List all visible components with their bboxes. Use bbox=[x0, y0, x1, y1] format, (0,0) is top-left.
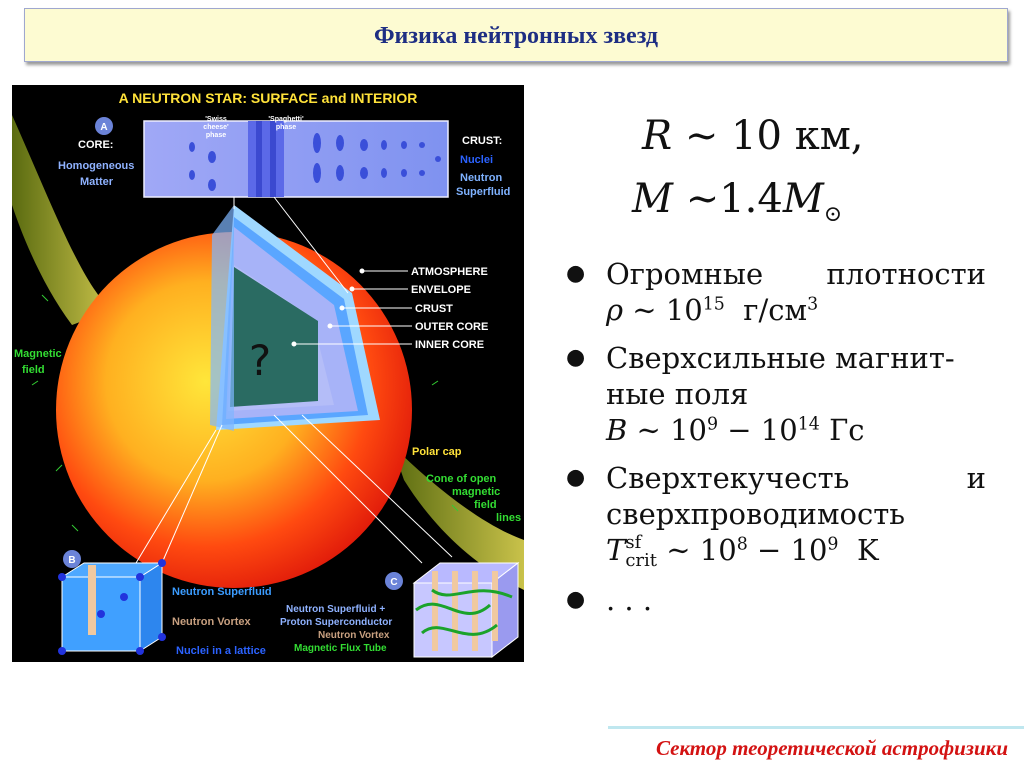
bullet-density-line1 bbox=[606, 256, 986, 292]
spaghetti-2: phase bbox=[275, 124, 297, 131]
temp-exp1: 8 bbox=[736, 534, 748, 555]
cube-b bbox=[58, 559, 166, 655]
temp-rel: ∼ bbox=[666, 533, 691, 567]
superfluid-word: Сверхтекучесть bbox=[606, 461, 850, 495]
bullet-superfluidity bbox=[566, 460, 986, 570]
mass-formula bbox=[632, 176, 842, 227]
title-bar bbox=[24, 8, 1008, 62]
layer-atmosphere: ATMOSPHERE bbox=[411, 266, 488, 278]
magnetic-base2: 10 bbox=[760, 413, 798, 447]
swiss-1: 'Swiss bbox=[205, 116, 227, 123]
t-symbol: T bbox=[606, 533, 626, 567]
density-base: 10 bbox=[665, 293, 703, 327]
c-superfluid: Neutron Superfluid + bbox=[286, 604, 386, 615]
magnetic-formula bbox=[606, 412, 986, 448]
cube-c bbox=[414, 563, 518, 657]
radius-symbol: R bbox=[642, 113, 673, 159]
radius-value: 10 км, bbox=[731, 113, 864, 159]
magnetic-exp1: 9 bbox=[706, 414, 719, 435]
spaghetti-bars bbox=[248, 121, 284, 197]
density-word-2: плотности bbox=[826, 257, 986, 291]
layer-inner-core: INNER CORE bbox=[415, 339, 485, 351]
spaghetti-bar bbox=[256, 121, 262, 197]
ellipsis-text: . . . bbox=[606, 583, 653, 617]
mass-value: 1.4 bbox=[719, 176, 783, 222]
b-vortex: Neutron Vortex bbox=[172, 616, 251, 628]
superconductivity-word: сверхпроводимость bbox=[606, 497, 906, 531]
rho-symbol: ρ bbox=[606, 293, 624, 327]
temp-base1: 10 bbox=[699, 533, 737, 567]
polar-cap: Polar cap bbox=[412, 446, 462, 458]
superfluid-line1 bbox=[606, 460, 986, 496]
layer-envelope: ENVELOPE bbox=[411, 284, 471, 296]
temperature-formula bbox=[606, 532, 986, 570]
magnetic-dash: − bbox=[727, 413, 752, 447]
b-superfluid: Neutron Superfluid bbox=[172, 586, 272, 598]
slide-title: Физика нейтронных звезд bbox=[373, 23, 659, 49]
temp-base2: 10 bbox=[790, 533, 828, 567]
sun-symbol: ⊙ bbox=[823, 202, 843, 227]
density-unit: г/см bbox=[743, 293, 808, 327]
cut-edge bbox=[210, 205, 234, 431]
bullet-dot: ● bbox=[566, 345, 586, 370]
footer-divider bbox=[608, 726, 1024, 729]
figure-heading: A NEUTRON STAR: SURFACE and INTERIOR bbox=[118, 90, 418, 106]
crust-zoom-panel bbox=[144, 121, 448, 197]
core-label: CORE: bbox=[78, 139, 114, 151]
mass-symbol: M bbox=[632, 176, 673, 222]
layer-outer-core: OUTER CORE bbox=[415, 321, 489, 333]
mass-symbol-sun: M bbox=[782, 176, 824, 222]
magnetic-1: Magnetic bbox=[14, 348, 62, 360]
magnetic-rel: ∼ bbox=[636, 413, 661, 447]
radius-formula bbox=[642, 113, 864, 159]
temp-exp2: 9 bbox=[827, 534, 839, 555]
magnetic-2: field bbox=[22, 364, 45, 376]
bullet-magnetic bbox=[566, 340, 986, 448]
bullet-dot: ● bbox=[566, 261, 586, 286]
marker-c: C bbox=[390, 577, 398, 588]
neutron-star-figure bbox=[12, 85, 524, 662]
radius-rel: ∼ bbox=[684, 113, 719, 159]
density-unit-exp: 3 bbox=[807, 294, 819, 315]
bullet-density bbox=[566, 256, 986, 328]
magnetic-line1: Сверхсильные магнит- bbox=[606, 341, 955, 375]
density-rel: ∼ bbox=[632, 293, 657, 327]
spaghetti-bar bbox=[270, 121, 276, 197]
b-nuclei: Nuclei in a lattice bbox=[176, 645, 266, 657]
temp-unit: K bbox=[856, 533, 879, 567]
mass-rel: ∼ bbox=[685, 176, 720, 222]
and-word: и bbox=[966, 461, 986, 495]
spaghetti-1: 'Spaghetti' bbox=[268, 116, 304, 123]
density-formula bbox=[606, 292, 986, 328]
crust-sf-1: Neutron bbox=[460, 172, 503, 184]
cone-1: Cone of open bbox=[426, 473, 497, 485]
cone-2: magnetic bbox=[452, 486, 501, 498]
temp-dash: − bbox=[756, 533, 782, 567]
footer-text: Сектор теоретической астрофизики bbox=[655, 736, 1008, 760]
bullet-ellipsis bbox=[566, 582, 986, 618]
core-desc-2: Matter bbox=[80, 176, 114, 188]
density-word-1: Огромные bbox=[606, 257, 764, 291]
swiss-2: cheese' bbox=[203, 124, 229, 131]
crust-sf-2: Superfluid bbox=[456, 186, 511, 198]
crust-nuclei: Nuclei bbox=[460, 154, 494, 166]
question-mark: ? bbox=[248, 336, 272, 385]
bullet-dot: ● bbox=[566, 587, 586, 612]
layer-crust: CRUST bbox=[415, 303, 453, 315]
t-sub: crit bbox=[625, 550, 658, 571]
cone-4: lines bbox=[496, 512, 522, 524]
crust-label: CRUST: bbox=[462, 135, 503, 147]
cone-3: field bbox=[474, 499, 497, 511]
swiss-3: phase bbox=[205, 132, 227, 139]
c-flux: Magnetic Flux Tube bbox=[294, 643, 387, 654]
t-indices bbox=[625, 534, 657, 570]
core-desc-1: Homogeneous bbox=[58, 160, 135, 172]
density-exp: 15 bbox=[702, 294, 725, 315]
neutron-star-diagram bbox=[12, 85, 524, 662]
magnetic-exp2: 14 bbox=[797, 414, 820, 435]
marker-b: B bbox=[68, 555, 76, 566]
c-vortex: Neutron Vortex bbox=[318, 630, 390, 641]
bullet-list bbox=[566, 256, 986, 630]
magnetic-line2: ные поля bbox=[606, 377, 749, 411]
magnetic-base1: 10 bbox=[670, 413, 707, 447]
bullet-dot: ● bbox=[566, 465, 586, 490]
c-proton: Proton Superconductor bbox=[280, 617, 393, 628]
t-sup: sf bbox=[625, 532, 642, 553]
magnetic-unit: Гс bbox=[829, 413, 865, 447]
b-symbol: B bbox=[606, 413, 628, 447]
marker-a: A bbox=[100, 122, 108, 133]
